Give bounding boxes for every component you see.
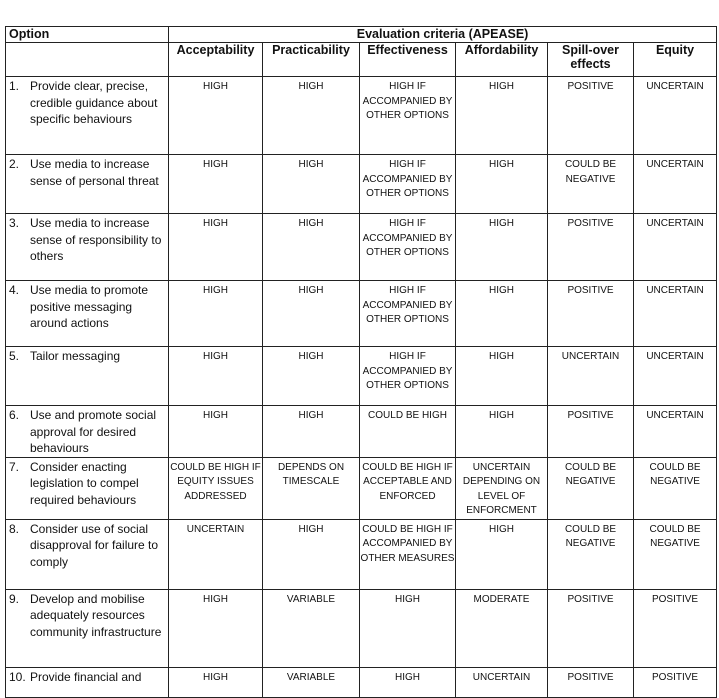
criteria-header-equity: Equity — [634, 43, 717, 77]
spill-over-effects-value: POSITIVE — [548, 281, 634, 347]
practicability-value: DEPENDS ON TIMESCALE — [263, 457, 360, 519]
practicability-value: HIGH — [263, 214, 360, 281]
effectiveness-value: HIGH — [360, 589, 456, 667]
acceptability-value: HIGH — [169, 589, 263, 667]
criteria-header-acceptability: Acceptability — [169, 43, 263, 77]
practicability-value: HIGH — [263, 347, 360, 406]
spill-over-effects-value: COULD BE NEGATIVE — [548, 519, 634, 589]
table-row — [6, 406, 717, 458]
option-text: Use media to promote positive messaging around actions — [30, 283, 149, 330]
option-cell — [6, 155, 169, 214]
equity-value: UNCERTAIN — [634, 155, 717, 214]
equity-value: POSITIVE — [634, 589, 717, 667]
table-row — [6, 589, 717, 667]
table-row — [6, 457, 717, 519]
spill-over-effects-value: POSITIVE — [548, 667, 634, 697]
table-row — [6, 214, 717, 281]
affordability-value: HIGH — [456, 406, 548, 458]
practicability-value: VARIABLE — [263, 589, 360, 667]
option-number: 1. — [9, 79, 20, 93]
criteria-header-practicability: Practicability — [263, 43, 360, 77]
table-body — [6, 77, 717, 698]
option-text: Use media to increase sense of personal threat — [30, 157, 159, 188]
affordability-value: MODERATE — [456, 589, 548, 667]
option-cell — [6, 589, 169, 667]
option-cell — [6, 457, 169, 519]
table-row — [6, 155, 717, 214]
spill-over-effects-value: POSITIVE — [548, 77, 634, 155]
option-text: Use media to increase sense of responsibility to others — [30, 216, 162, 263]
effectiveness-value: HIGH — [360, 667, 456, 697]
affordability-value: HIGH — [456, 519, 548, 589]
option-cell — [6, 347, 169, 406]
table-row — [6, 519, 717, 589]
equity-value: UNCERTAIN — [634, 214, 717, 281]
effectiveness-value: COULD BE HIGH IF ACCEPTABLE AND ENFORCED — [360, 457, 456, 519]
acceptability-value: HIGH — [169, 406, 263, 458]
criteria-header-effectiveness: Effectiveness — [360, 43, 456, 77]
option-text: Use and promote social approval for desired behaviours — [30, 408, 157, 455]
option-number: 2. — [9, 157, 20, 171]
affordability-value: HIGH — [456, 214, 548, 281]
acceptability-value: HIGH — [169, 667, 263, 697]
option-text: Consider enacting legislation to compel required behaviours — [30, 459, 139, 507]
effectiveness-value: HIGH IF ACCOMPANIED BY OTHER OPTIONS — [360, 347, 456, 406]
effectiveness-value: HIGH IF ACCOMPANIED BY OTHER OPTIONS — [360, 214, 456, 281]
affordability-value: HIGH — [456, 281, 548, 347]
equity-value: UNCERTAIN — [634, 347, 717, 406]
affordability-value: HIGH — [456, 77, 548, 155]
option-number: 8. — [9, 521, 20, 536]
option-number: 5. — [9, 349, 20, 363]
equity-value: UNCERTAIN — [634, 77, 717, 155]
equity-value: COULD BE NEGATIVE — [634, 519, 717, 589]
table-row — [6, 281, 717, 347]
spill-over-effects-value: COULD BE NEGATIVE — [548, 155, 634, 214]
spill-over-effects-value: POSITIVE — [548, 589, 634, 667]
criteria-header-affordability: Affordability — [456, 43, 548, 77]
option-text: Develop and mobilise adequately resources community infrastructure — [30, 591, 162, 639]
equity-value: POSITIVE — [634, 667, 717, 697]
criteria-header-spill-over-effects: Spill-over effects — [548, 43, 634, 77]
acceptability-value: HIGH — [169, 347, 263, 406]
option-cell — [6, 77, 169, 155]
table-row — [6, 347, 717, 406]
spill-over-effects-value: POSITIVE — [548, 214, 634, 281]
spill-over-effects-value: COULD BE NEGATIVE — [548, 457, 634, 519]
option-cell — [6, 214, 169, 281]
effectiveness-value: HIGH IF ACCOMPANIED BY OTHER OPTIONS — [360, 155, 456, 214]
effectiveness-value: COULD BE HIGH — [360, 406, 456, 458]
effectiveness-value: COULD BE HIGH IF ACCOMPANIED BY OTHER MEASURES — [360, 519, 456, 589]
practicability-value: VARIABLE — [263, 667, 360, 697]
practicability-value: HIGH — [263, 406, 360, 458]
option-subheader-blank — [6, 43, 169, 77]
option-text: Tailor messaging — [30, 349, 121, 363]
acceptability-value: HIGH — [169, 281, 263, 347]
spill-over-effects-value: POSITIVE — [548, 406, 634, 458]
affordability-value: HIGH — [456, 347, 548, 406]
apease-evaluation-table — [5, 26, 717, 698]
effectiveness-value: HIGH IF ACCOMPANIED BY OTHER OPTIONS — [360, 281, 456, 347]
option-cell — [6, 406, 169, 458]
acceptability-value: HIGH — [169, 214, 263, 281]
option-number: 3. — [9, 216, 20, 230]
option-number: 4. — [9, 283, 20, 297]
evaluation-criteria-header: Evaluation criteria (APEASE) — [169, 27, 717, 43]
option-text: Consider use of social disapproval for failure to comply — [30, 521, 159, 569]
option-text: Provide financial and — [30, 669, 142, 684]
option-number: 7. — [9, 459, 20, 474]
option-number: 9. — [9, 591, 20, 606]
option-cell — [6, 281, 169, 347]
equity-value: UNCERTAIN — [634, 406, 717, 458]
affordability-value: UNCERTAIN — [456, 667, 548, 697]
equity-value: COULD BE NEGATIVE — [634, 457, 717, 519]
practicability-value: HIGH — [263, 281, 360, 347]
option-number: 10. — [9, 669, 26, 684]
acceptability-value: HIGH — [169, 77, 263, 155]
practicability-value: HIGH — [263, 77, 360, 155]
practicability-value: HIGH — [263, 155, 360, 214]
acceptability-value: HIGH — [169, 155, 263, 214]
equity-value: UNCERTAIN — [634, 281, 717, 347]
practicability-value: HIGH — [263, 519, 360, 589]
option-number: 6. — [9, 408, 20, 422]
acceptability-value: UNCERTAIN — [169, 519, 263, 589]
acceptability-value: COULD BE HIGH IF EQUITY ISSUES ADDRESSED — [169, 457, 263, 519]
spill-over-effects-value: UNCERTAIN — [548, 347, 634, 406]
effectiveness-value: HIGH IF ACCOMPANIED BY OTHER OPTIONS — [360, 77, 456, 155]
affordability-value: HIGH — [456, 155, 548, 214]
option-text: Provide clear, precise, credible guidance about specific behaviours — [30, 79, 158, 126]
table-row — [6, 77, 717, 155]
option-header: Option — [6, 27, 169, 43]
option-cell — [6, 519, 169, 589]
affordability-value: UNCERTAIN DEPENDING ON LEVEL OF ENFORCMENT — [456, 457, 548, 519]
